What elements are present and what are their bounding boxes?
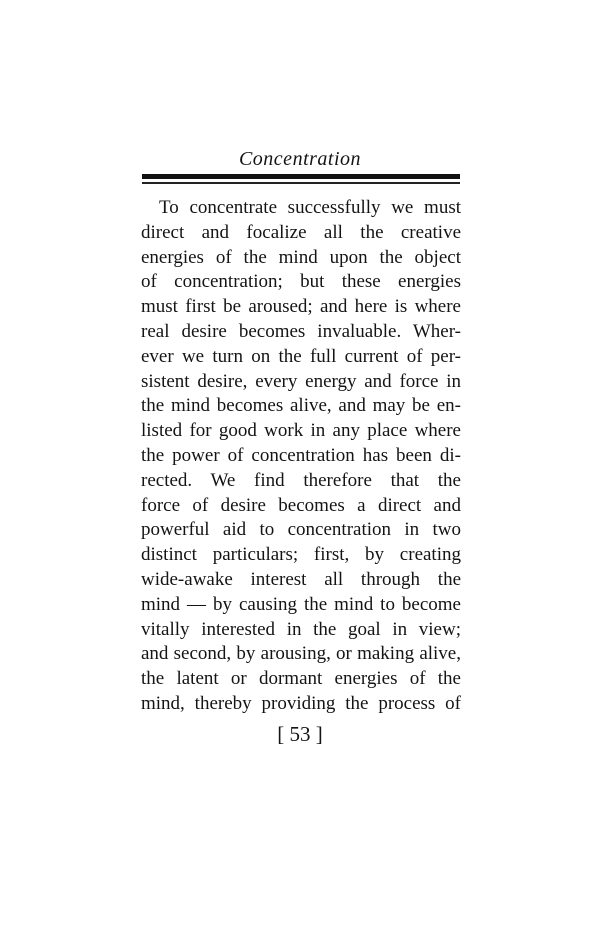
text-line: direct and focalize all the creative — [141, 221, 461, 243]
text-line: powerful aid to concentration in two — [141, 519, 461, 541]
body-text — [141, 196, 461, 717]
text-line: real desire becomes invaluable. Wher- — [141, 320, 461, 342]
text-line: and second, by arousing, or making alive, — [141, 643, 461, 665]
text-line: ever we turn on the full current of per- — [141, 345, 461, 367]
text-line: the mind becomes alive, and may be en- — [141, 395, 461, 417]
text-line: wide-awake interest all through the — [141, 568, 461, 590]
text-line: distinct particulars; first, by creating — [141, 544, 461, 566]
header-rule-thick — [142, 174, 460, 179]
text-line: listed for good work in any place where — [141, 420, 461, 442]
text-line: energies of the mind upon the object — [141, 246, 461, 268]
text-line: the latent or dormant energies of the — [141, 668, 461, 690]
text-line: force of desire becomes a direct and — [141, 494, 461, 516]
text-line: rected. We find therefore that the — [141, 469, 461, 491]
page-number: [ 53 ] — [277, 722, 323, 746]
text-line: sistent desire, every energy and force in — [141, 370, 461, 392]
running-head: Concentration — [238, 148, 362, 170]
text-line: of concentration; but these energies — [141, 271, 461, 293]
text-line: must first be aroused; and here is where — [141, 296, 461, 318]
text-line: vitally interested in the goal in view; — [141, 618, 461, 640]
text-line: the power of concentration has been di- — [141, 444, 461, 466]
header-rule-thin — [142, 182, 460, 184]
text-line: mind, thereby providing the process of — [141, 692, 461, 714]
text-line: mind — by causing the mind to become — [141, 593, 461, 615]
text-line: To concentrate successfully we must — [159, 197, 461, 218]
